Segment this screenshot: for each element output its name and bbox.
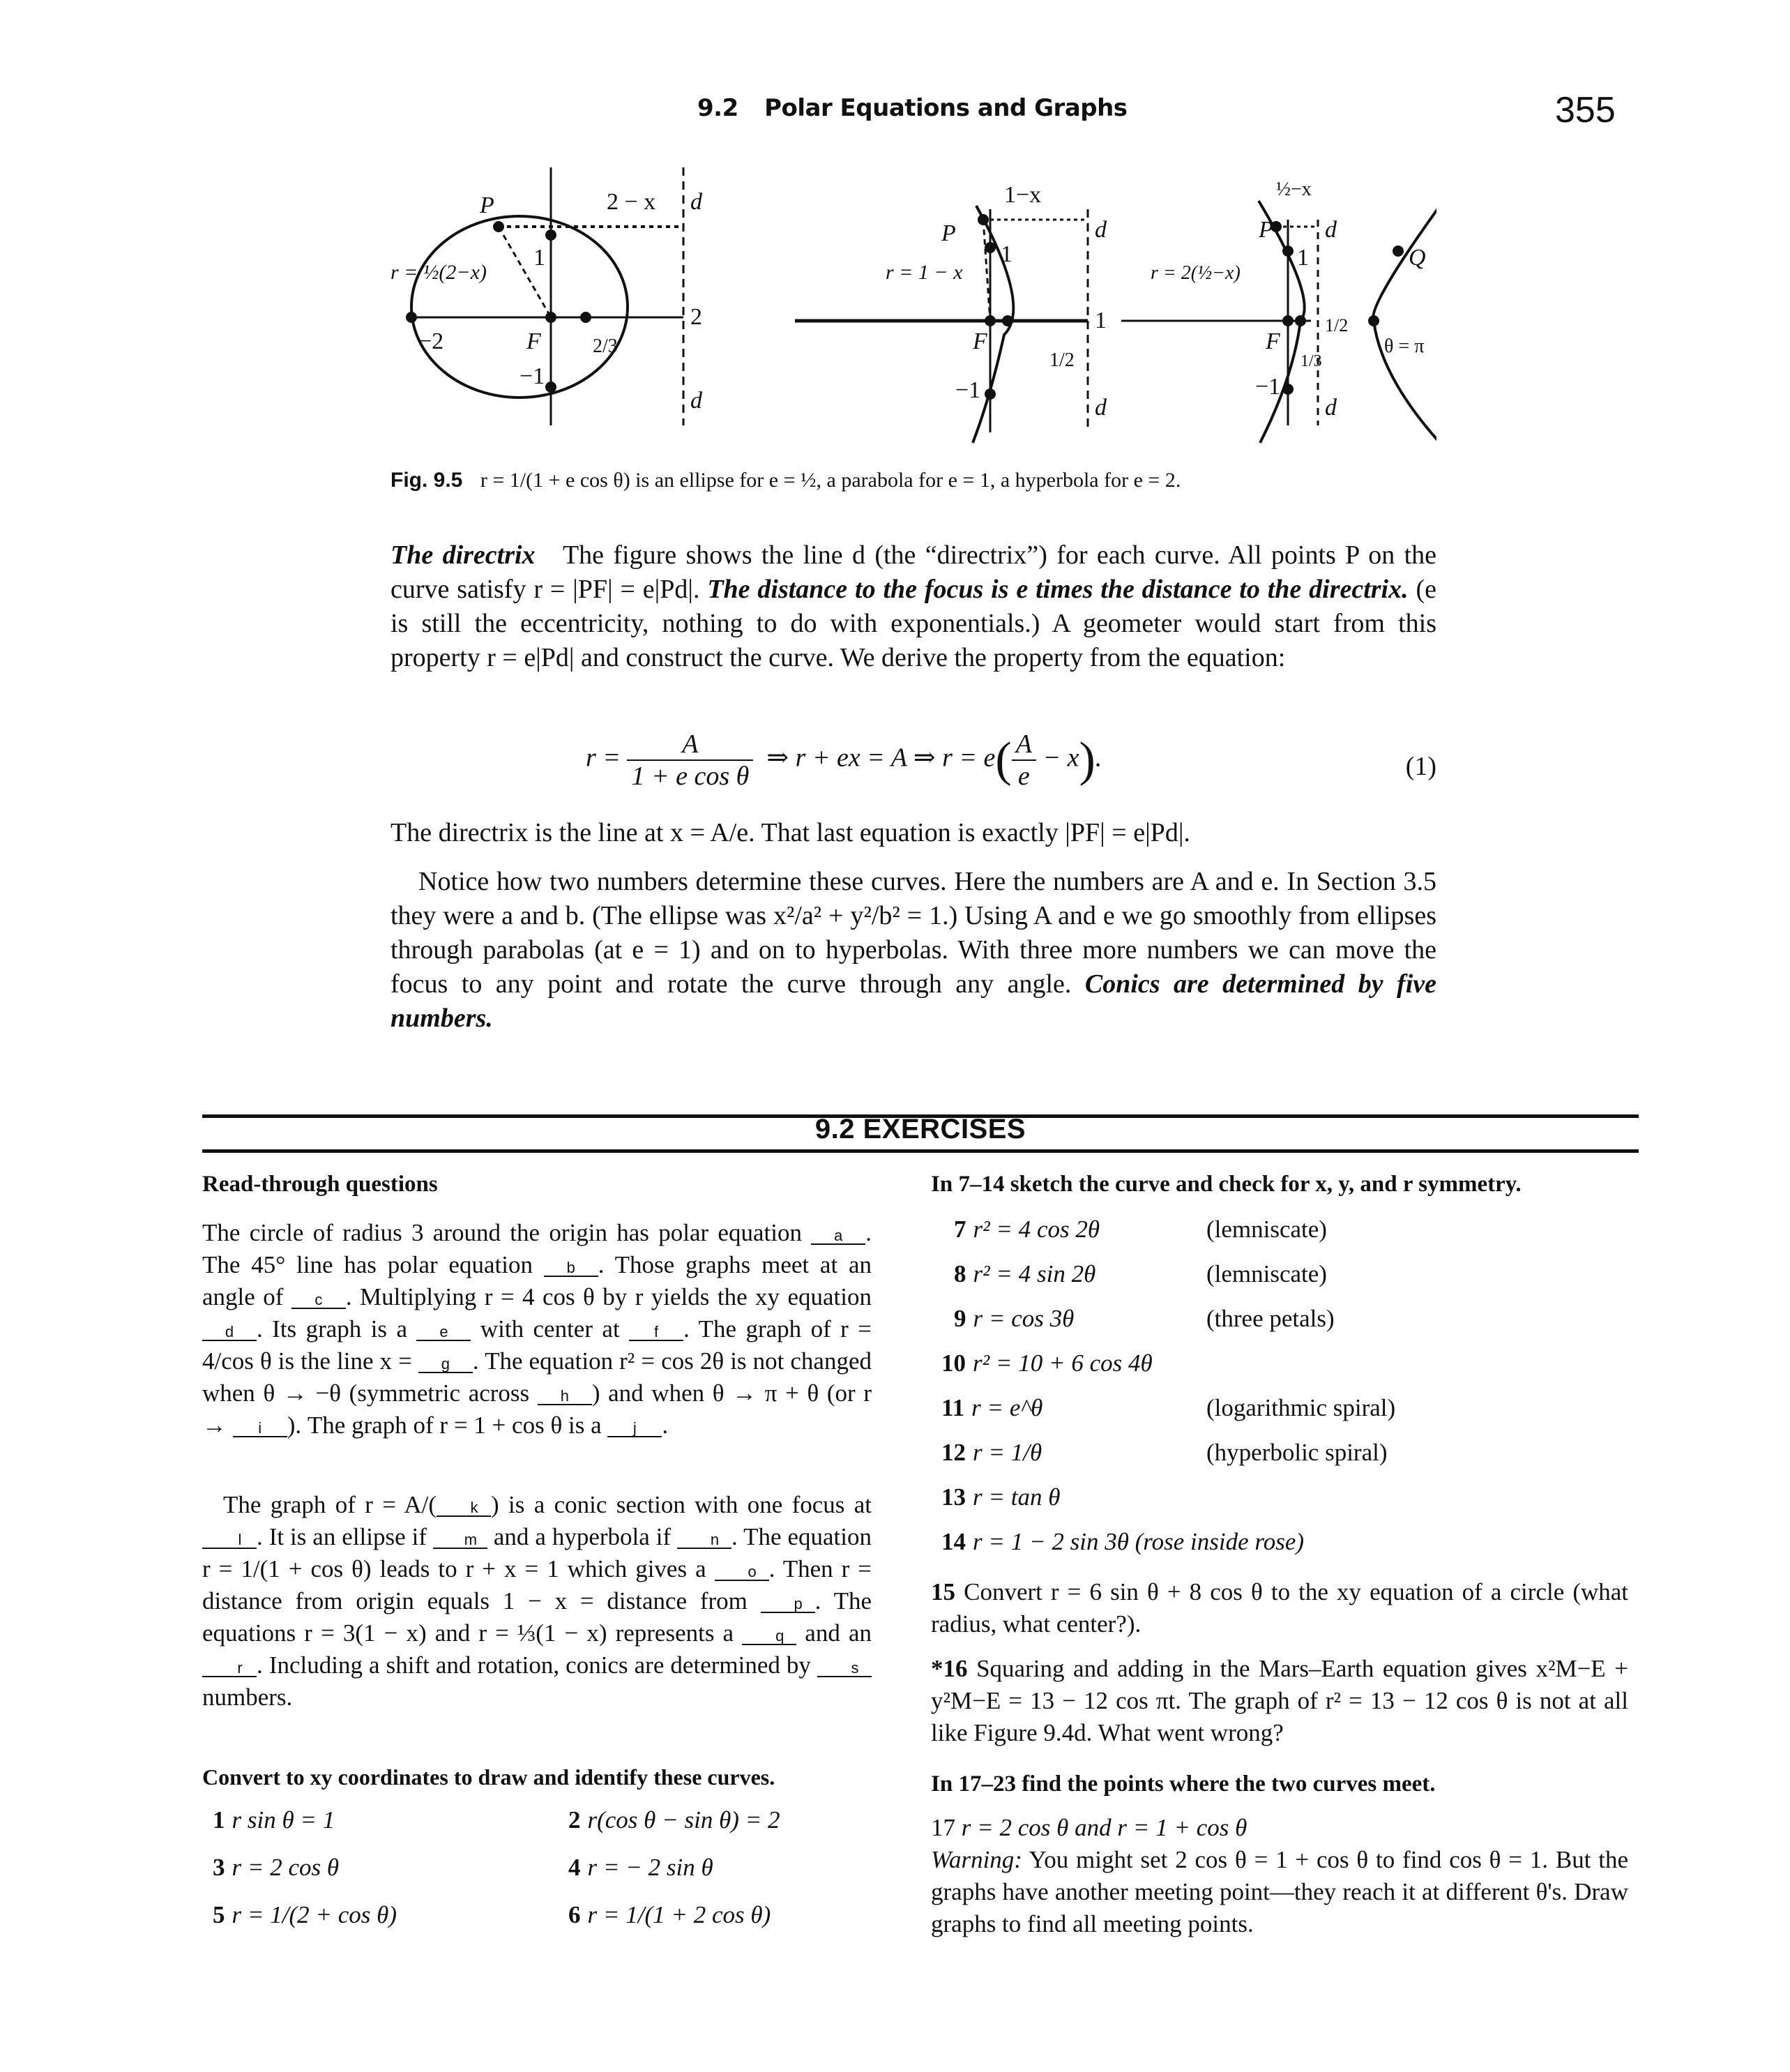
directrix-text-2: (e is still the eccentricity, nothing to do with exponentials.) A geometer would start from this property r = e|Pd| and construct the curve. We derive the property from the equation: (390, 575, 1437, 672)
parabola-directrix-value: 1 (1095, 308, 1107, 333)
exercise-number: 8 (954, 1260, 966, 1287)
blank-n[interactable]: n (677, 1532, 731, 1549)
exercise-16 (931, 1653, 1628, 1749)
read-through-paragraph-1: The circle of radius 3 around the origin has polar equation a . The 45° line has polar equation b . Those graphs meet at an angle of c . Multiplying r = 4 cos θ by r yields the xy equation d . Its graph is a e with center at f . The graph of r = 4/cos θ is the line x = g . The equation r² = cos 2θ is not changed when θ → −θ (symmetric across h ) and when θ → π + θ (or r → i ). The graph of r = 1 + cos θ is a j . (202, 1219, 872, 1439)
exercise-7 (954, 1213, 1623, 1246)
blank-b[interactable]: b (544, 1260, 598, 1277)
blank-l[interactable]: l (202, 1532, 257, 1549)
section-number: 9.2 (697, 94, 738, 122)
hyperbola-bottom-label: −1 (1255, 374, 1281, 400)
ellipse-top-label: 1 (533, 245, 545, 271)
exercise-15-text: Convert r = 6 sin θ + 8 cos θ to the xy equation of a circle (what radius, what center?). (931, 1578, 1629, 1638)
ellipse-top-distance: 2 − x (607, 189, 656, 215)
exercise-15 (931, 1576, 1628, 1640)
exercise-equation: r = 1/(2 + cos θ) (232, 1901, 397, 1928)
warning-text: You might set 2 cos θ = 1 + cos θ to find cos θ = 1. But the graphs have another meeting point—they reach it at different θ's. Draw graphs to find all meeting points. (931, 1846, 1629, 1937)
exercise-17 (931, 1812, 1628, 1940)
exercise-11 (941, 1392, 1611, 1424)
exercise-equation: r(cos θ − sin θ) = 2 (587, 1806, 780, 1833)
hyperbola-equation-label: r = 2(½−x) (1151, 262, 1241, 284)
eq-denominator: 1 + e cos θ (631, 762, 750, 791)
exercise-17-equation: r = 2 cos θ and r = 1 + cos θ (961, 1814, 1247, 1841)
convert-exercises (213, 1806, 882, 1946)
exercise-equation: r = tan θ (973, 1483, 1061, 1511)
blank-c[interactable]: c (291, 1292, 346, 1309)
equation-1: r = $\frac{A}{\text{1 + e cos θ}}$ ⇒ r + ex = A ⇒ r = e( $\frac{A}{e}$ − x). (1) (586, 729, 1436, 791)
warning-label: Warning: (931, 1846, 1022, 1873)
sketch-exercises (941, 1213, 1625, 1576)
eq-fraction (627, 729, 753, 792)
parabola-point-label: P (941, 220, 956, 246)
section-title: Polar Equations and Graphs (764, 94, 1128, 122)
blank-p[interactable]: p (761, 1596, 815, 1613)
exercise-equation: r = 1/θ (973, 1439, 1042, 1466)
exercise-1 (213, 1806, 335, 1834)
blank-a[interactable]: a (811, 1228, 865, 1245)
exercise-note: (logarithmic spiral) (1206, 1394, 1396, 1421)
blank-i[interactable]: i (233, 1421, 287, 1437)
parabola-top-label: 1 (1001, 241, 1012, 267)
blank-e[interactable]: e (416, 1324, 471, 1341)
meet-heading: In 17–23 find the points where the two curves meet. (931, 1771, 1436, 1797)
exercise-equation: r = − 2 sin θ (587, 1854, 713, 1881)
directrix-emphasis: The distance to the focus is e times the distance to the directrix. (707, 575, 1409, 604)
parabola-focus-label: F (973, 328, 987, 354)
blank-h[interactable]: h (538, 1389, 592, 1405)
blank-d[interactable]: d (202, 1324, 257, 1341)
parabola-directrix-top: d (1095, 217, 1107, 243)
exercise-number: 5 (213, 1901, 225, 1928)
ellipse-focal-line (499, 227, 551, 317)
eq-inner-denominator: e (1017, 762, 1030, 791)
ellipse-left-vertex-label: −2 (418, 328, 444, 354)
ellipse-focus-label: F (526, 328, 541, 354)
exercise-equation: r sin θ = 1 (232, 1806, 335, 1833)
exercise-equation: r² = 4 sin 2θ (973, 1260, 1096, 1287)
notice-text: Notice how two numbers determine these curves. Here the numbers are A and e. In Section 3.5 they were a and b. (The ellipse was x²/a² + y²/b² = 1.) Using A and e we go smoothly from ellipses through parabolas (at e = 1) and on to hyperbolas. With three more numbers we can move the focus to any point and rotate the curve through any angle. (390, 867, 1436, 999)
exercise-equation: r² = 10 + 6 cos 4θ (973, 1349, 1153, 1377)
exercise-equation: r² = 4 cos 2θ (973, 1216, 1100, 1243)
exercise-equation: r = e^θ (971, 1394, 1043, 1421)
ellipse-directrix-top: d (690, 189, 702, 215)
blank-m[interactable]: m (433, 1532, 487, 1549)
exercise-number: 10 (941, 1349, 966, 1377)
exercise-equation: r = cos 3θ (973, 1305, 1075, 1332)
hyperbola-directrix-top: d (1325, 217, 1337, 243)
directrix-run-in-title: The directrix (390, 540, 536, 570)
exercise-6 (568, 1901, 771, 1929)
equation-number: (1) (1405, 752, 1436, 781)
parabola-bottom-label: −1 (955, 377, 981, 403)
exercise-number: 3 (213, 1854, 225, 1881)
exercise-16-number: *16 (931, 1655, 968, 1682)
blank-s[interactable]: s (817, 1661, 872, 1677)
hyperbola-q-label: Q (1409, 245, 1426, 271)
conics-figure (390, 167, 1436, 460)
exercise-number: 1 (213, 1806, 225, 1833)
directrix-paragraph (390, 538, 1436, 675)
hyperbola-point-label: P (1259, 217, 1273, 243)
ellipse-right-vertex-label: 2/3 (593, 335, 618, 357)
sketch-heading: In 7–14 sketch the curve and check for x, y, and r symmetry. (931, 1172, 1522, 1197)
exercise-equation: r = 1/(1 + 2 cos θ) (587, 1901, 771, 1928)
hyperbola-focus-label: F (1266, 328, 1280, 354)
ellipse-equation-label: r = ½(2−x) (390, 261, 487, 284)
exercise-note: (hyperbolic spiral) (1206, 1439, 1388, 1466)
ellipse-directrix-value: 2 (690, 304, 702, 330)
read-through-heading: Read-through questions (202, 1172, 438, 1197)
hyperbola-directrix-value: 1/2 (1325, 315, 1349, 335)
eq-numerator: A (627, 729, 753, 761)
exercise-number: 14 (941, 1528, 966, 1555)
eq-inner-fraction (1012, 729, 1036, 792)
hyperbola-panel (1121, 201, 1436, 443)
exercise-number: 7 (954, 1216, 966, 1243)
blank-g[interactable]: g (418, 1356, 473, 1373)
exercise-number: 6 (568, 1901, 581, 1928)
exercise-9 (954, 1303, 1623, 1335)
parabola-top-distance: 1−x (1004, 182, 1042, 208)
hyperbola-directrix-bottom: d (1325, 395, 1337, 421)
exercise-15-number: 15 (931, 1578, 955, 1605)
eq-inner-tail: − x (1042, 743, 1079, 773)
hyperbola-top-distance: ½−x (1276, 179, 1312, 200)
exercise-number: 4 (568, 1854, 581, 1881)
blank-k[interactable]: k (437, 1500, 491, 1517)
figure-caption-label: Fig. 9.5 (390, 469, 463, 492)
exercise-note: (lemniscate) (1206, 1216, 1327, 1243)
hyperbola-top-label: 1 (1297, 245, 1309, 271)
exercise-equation: r = 1 − 2 sin 3θ (rose inside rose) (973, 1528, 1305, 1555)
read-through-paragraph-2: The graph of r = A/( k ) is a conic section with one focus at l . It is an ellipse if m and a hyperbola if n . The equation r = 1/(1 + cos θ) leads to r + x = 1 which gives a o . Then r = distance from origin equals 1 − x = distance from p . The equations r = 3(1 − x) and r = ⅓(1 − x) represents a q and an r . Including a shift and rotation, conics are determined by s numbers. (202, 1491, 872, 1711)
exercise-number: 2 (568, 1806, 581, 1833)
running-head (697, 94, 1128, 122)
exercise-4 (568, 1854, 713, 1882)
convert-heading: Convert to xy coordinates to draw and identify these curves. (202, 1764, 775, 1790)
exercise-14 (941, 1526, 1611, 1558)
exercises-title: 9.2 EXERCISES (814, 1114, 1026, 1144)
exercise-17-number: 17 (931, 1814, 955, 1841)
eq-step-2: ⇒ r + ex = A ⇒ r = e (766, 743, 996, 773)
ellipse-directrix-bottom: d (690, 388, 702, 414)
eq-inner-numerator: A (1012, 729, 1036, 761)
exercise-equation: r = 2 cos θ (232, 1854, 340, 1881)
directrix-text-1: The figure shows the line d (the “directrix”) for each curve. All points P on the curve satisfy r = |PF| = e|Pd|. (390, 540, 1437, 604)
exercise-2 (568, 1806, 780, 1834)
figure-9-5 (390, 167, 1436, 460)
hyperbola-angle-label: θ = π (1384, 335, 1425, 357)
after-equation-text: The directrix is the line at x = A/e. That last equation is exactly |PF| = e|Pd|. (390, 818, 1190, 847)
exercise-12 (941, 1437, 1611, 1469)
parabola-directrix-bottom: d (1095, 395, 1107, 421)
page-number: 355 (1555, 90, 1616, 130)
parabola-equation-label: r = 1 − x (886, 261, 963, 284)
figure-caption (390, 469, 1436, 492)
blank-j[interactable]: j (607, 1421, 662, 1437)
exercise-note: (three petals) (1206, 1305, 1335, 1332)
exercise-16-text: Squaring and adding in the Mars–Earth equation gives x²M−E + y²M−E = 13 − 12 cos πt. The graph of r² = 13 − 12 cos θ is not at all like Figure 9.4d. What went wrong? (931, 1655, 1629, 1746)
blank-f[interactable]: f (629, 1324, 683, 1341)
ellipse-point-label: P (480, 192, 494, 218)
hyperbola-far-branch (1373, 201, 1436, 443)
blank-r[interactable]: r (202, 1661, 257, 1677)
exercise-number: 13 (941, 1483, 966, 1511)
exercise-number: 11 (941, 1394, 965, 1421)
exercise-number: 12 (941, 1439, 966, 1466)
exercise-number: 9 (954, 1305, 966, 1332)
exercise-10 (941, 1347, 1611, 1379)
exercise-13 (941, 1481, 1611, 1513)
exercise-5 (213, 1901, 397, 1929)
ellipse-bottom-label: −1 (519, 363, 545, 389)
parabola-vertex-label: 1/2 (1049, 349, 1075, 371)
notice-paragraph (390, 865, 1436, 1036)
blank-o[interactable]: o (715, 1564, 769, 1581)
exercises-bottom-rule (202, 1149, 1639, 1153)
exercise-8 (954, 1258, 1623, 1290)
hyperbola-vertex-label: 1/3 (1300, 352, 1322, 370)
eq-lhs: r = (586, 743, 621, 773)
blank-q[interactable]: q (742, 1628, 796, 1645)
figure-caption-text: r = 1/(1 + e cos θ) is an ellipse for e = ½, a parabola for e = 1, a hyperbola for e = 2. (480, 469, 1181, 492)
exercise-3 (213, 1854, 339, 1882)
notice-emphasis: Conics are determined by five numbers. (390, 969, 1436, 1033)
exercise-note: (lemniscate) (1206, 1260, 1327, 1287)
